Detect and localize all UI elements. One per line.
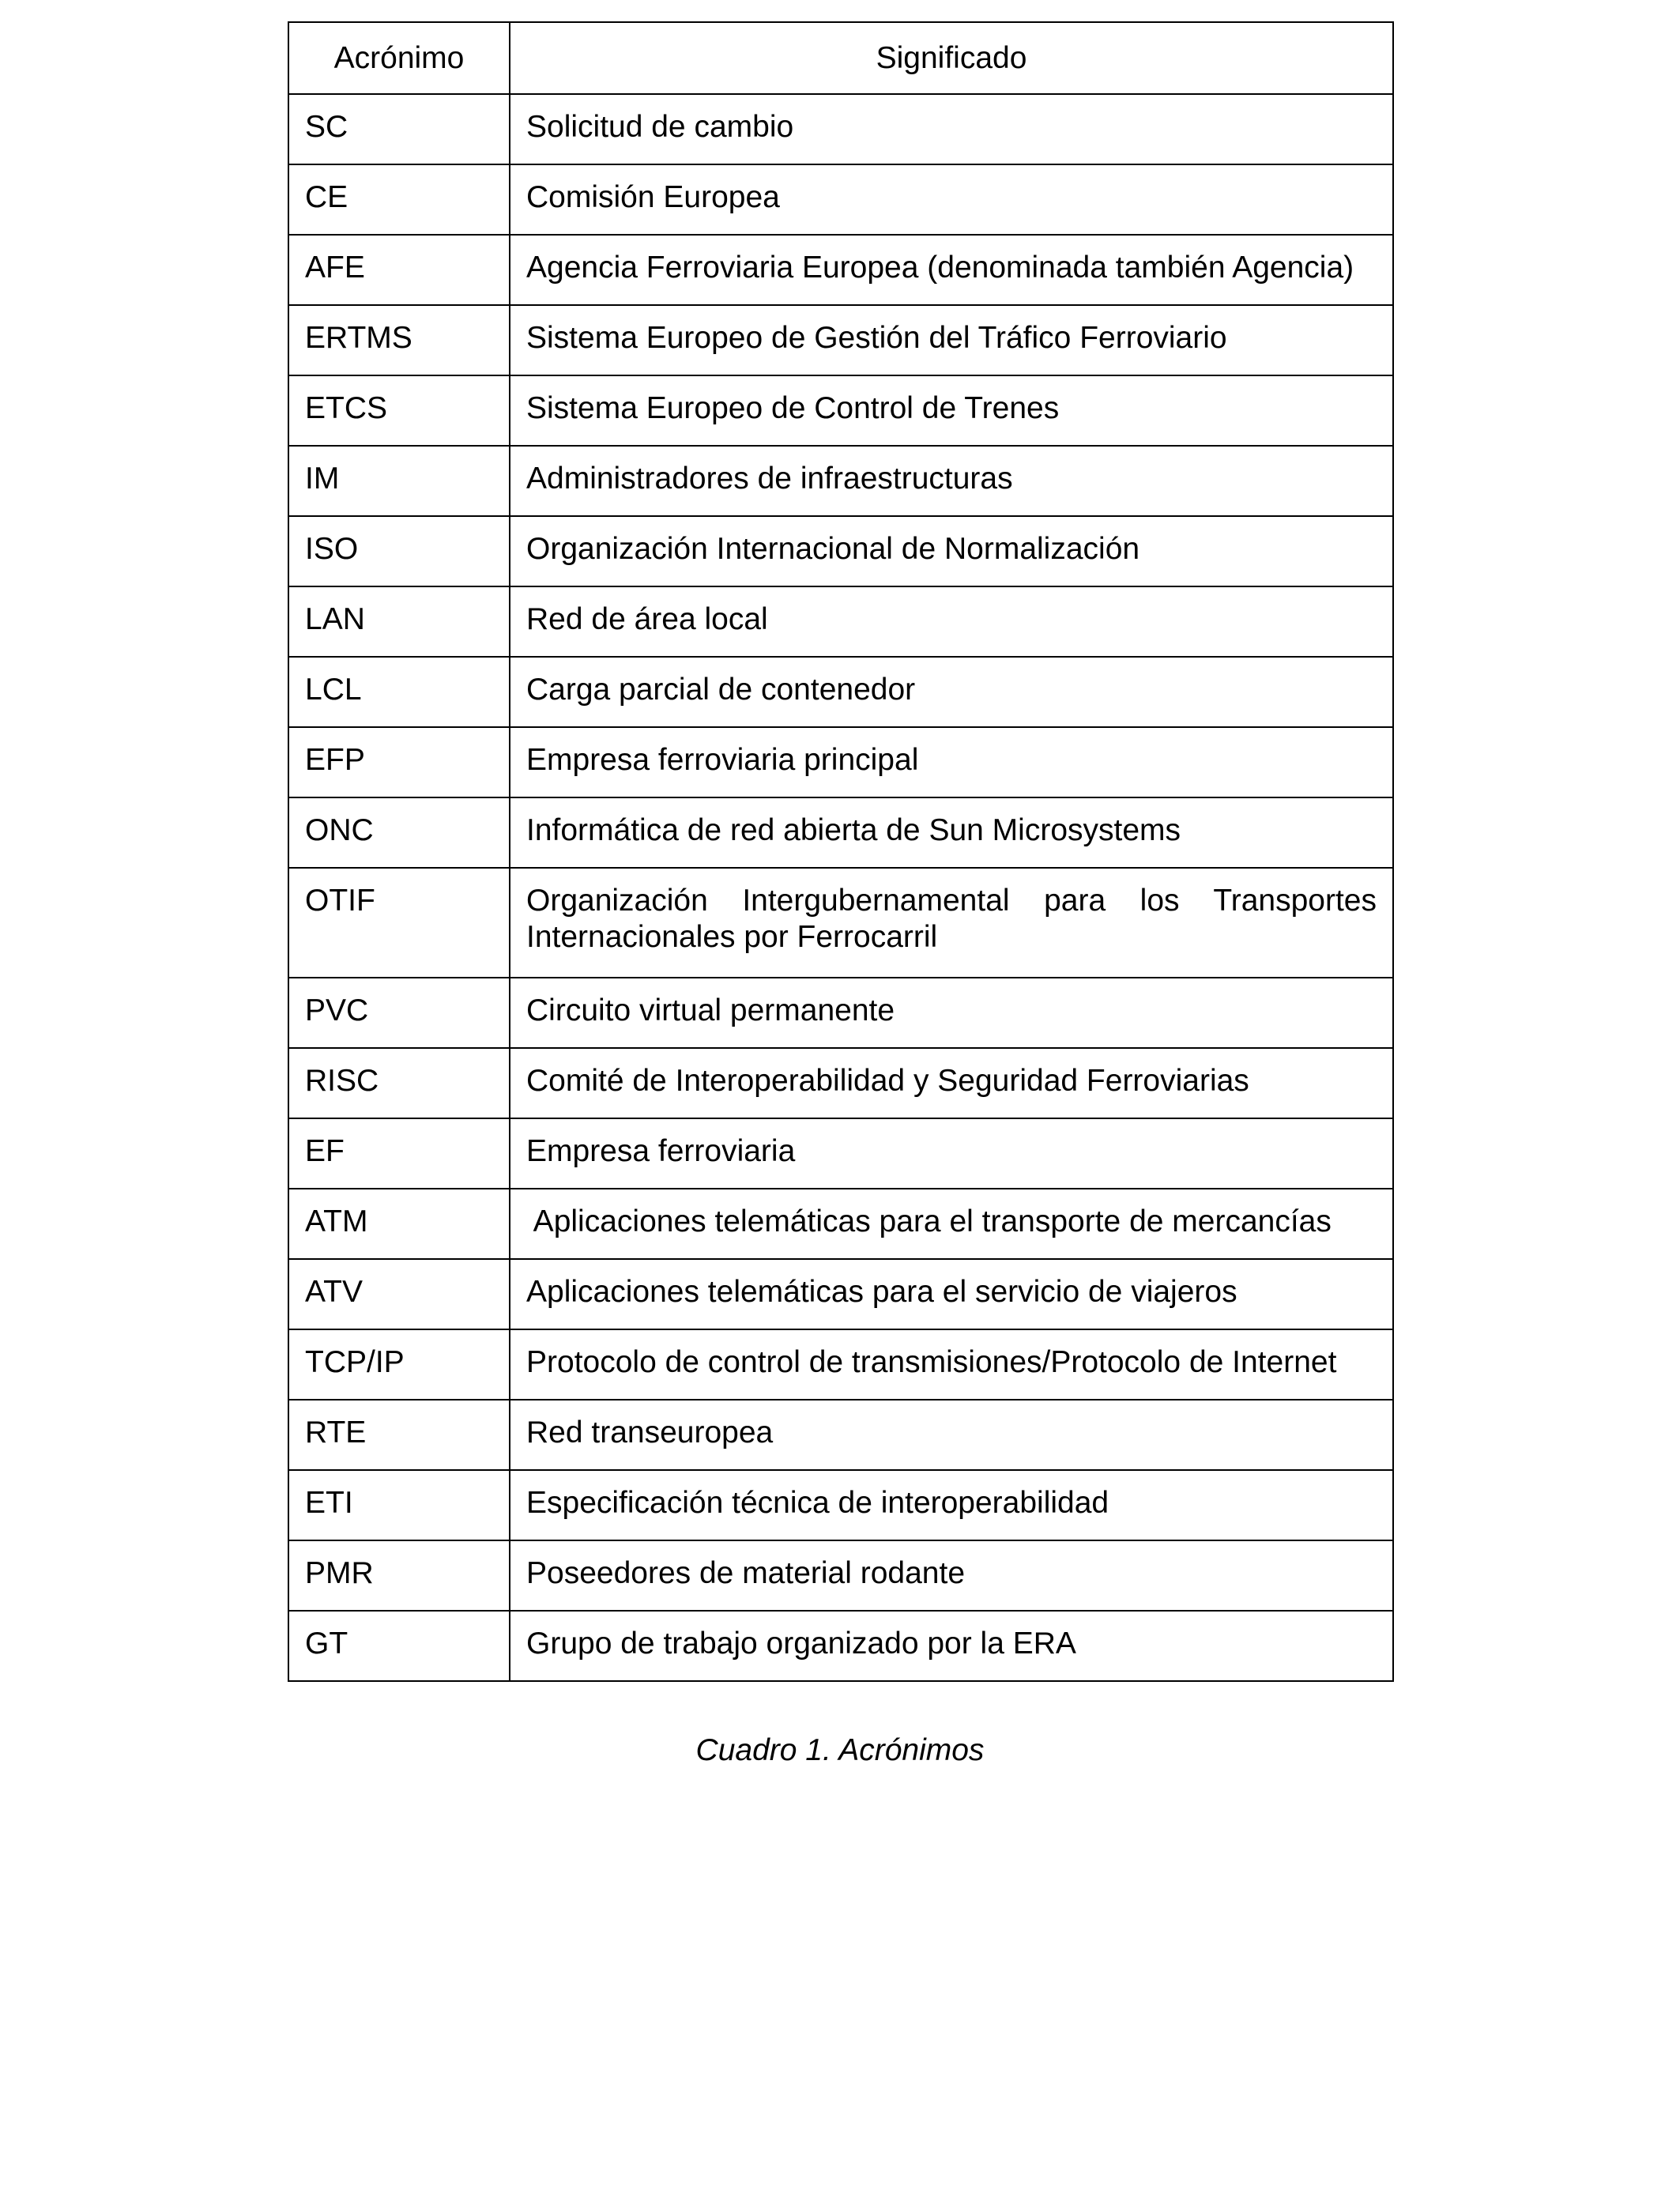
- meaning-cell: Sistema Europeo de Control de Trenes: [510, 375, 1393, 446]
- table-row: [288, 1540, 1393, 1611]
- table-row: [288, 868, 1393, 978]
- acronym-cell: EF: [288, 1118, 510, 1189]
- table-row: [288, 1118, 1393, 1189]
- meaning-cell: Especificación técnica de interoperabilidad: [510, 1470, 1393, 1540]
- acronym-cell: ATM: [288, 1189, 510, 1259]
- meaning-cell: Red transeuropea: [510, 1400, 1393, 1470]
- acronym-cell: LCL: [288, 657, 510, 727]
- table-caption: Cuadro 1. Acrónimos: [695, 1733, 985, 1767]
- table-row: [288, 1259, 1393, 1329]
- meaning-cell: Sistema Europeo de Gestión del Tráfico Ferroviario: [510, 305, 1393, 375]
- acronym-cell: ISO: [288, 516, 510, 586]
- header-acronym: Acrónimo: [288, 22, 510, 94]
- acronym-cell: ETI: [288, 1470, 510, 1540]
- table-row: [288, 375, 1393, 446]
- acronym-cell: LAN: [288, 586, 510, 657]
- meaning-cell: Organización Intergubernamental para los Transportes Internacionales por Ferrocarril: [510, 868, 1393, 978]
- meaning-cell: Comisión Europea: [510, 164, 1393, 235]
- table-body: [288, 94, 1393, 1681]
- acronym-cell: AFE: [288, 235, 510, 305]
- meaning-cell: Carga parcial de contenedor: [510, 657, 1393, 727]
- acronym-cell: ATV: [288, 1259, 510, 1329]
- acronym-cell: GT: [288, 1611, 510, 1681]
- acronym-cell: PMR: [288, 1540, 510, 1611]
- meaning-cell: Aplicaciones telemáticas para el servicio de viajeros: [510, 1259, 1393, 1329]
- table-row: [288, 1189, 1393, 1259]
- meaning-cell: Aplicaciones telemáticas para el transporte de mercancías: [510, 1189, 1393, 1259]
- meaning-cell: Solicitud de cambio: [510, 94, 1393, 164]
- header-meaning: Significado: [510, 22, 1393, 94]
- table-row: [288, 164, 1393, 235]
- table-row: [288, 1400, 1393, 1470]
- meaning-cell: Red de área local: [510, 586, 1393, 657]
- header-row: [288, 22, 1393, 94]
- meaning-cell: Circuito virtual permanente: [510, 978, 1393, 1048]
- table-row: [288, 94, 1393, 164]
- table-row: [288, 797, 1393, 868]
- meaning-cell: Agencia Ferroviaria Europea (denominada también Agencia): [510, 235, 1393, 305]
- table-row: [288, 1470, 1393, 1540]
- table-row: [288, 305, 1393, 375]
- acronym-cell: RISC: [288, 1048, 510, 1118]
- table-row: [288, 516, 1393, 586]
- meaning-cell: Empresa ferroviaria principal: [510, 727, 1393, 797]
- acronym-cell: ETCS: [288, 375, 510, 446]
- acronym-cell: PVC: [288, 978, 510, 1048]
- acronym-cell: IM: [288, 446, 510, 516]
- acronym-cell: TCP/IP: [288, 1329, 510, 1400]
- acronym-cell: CE: [288, 164, 510, 235]
- table-row: [288, 446, 1393, 516]
- table-row: [288, 1048, 1393, 1118]
- acronym-cell: SC: [288, 94, 510, 164]
- table-row: [288, 235, 1393, 305]
- acronym-cell: EFP: [288, 727, 510, 797]
- meaning-cell: Poseedores de material rodante: [510, 1540, 1393, 1611]
- meaning-cell: Protocolo de control de transmisiones/Protocolo de Internet: [510, 1329, 1393, 1400]
- acronym-cell: ERTMS: [288, 305, 510, 375]
- table-header: [288, 22, 1393, 94]
- meaning-cell: Grupo de trabajo organizado por la ERA: [510, 1611, 1393, 1681]
- table-row: [288, 727, 1393, 797]
- meaning-cell: Empresa ferroviaria: [510, 1118, 1393, 1189]
- table-row: [288, 1611, 1393, 1681]
- acronyms-table: [288, 21, 1394, 1682]
- acronym-cell: RTE: [288, 1400, 510, 1470]
- acronym-cell: OTIF: [288, 868, 510, 978]
- table-row: [288, 586, 1393, 657]
- table-row: [288, 1329, 1393, 1400]
- table-row: [288, 657, 1393, 727]
- meaning-cell: Informática de red abierta de Sun Microsystems: [510, 797, 1393, 868]
- meaning-cell: Comité de Interoperabilidad y Seguridad Ferroviarias: [510, 1048, 1393, 1118]
- meaning-cell: Organización Internacional de Normalización: [510, 516, 1393, 586]
- acronym-cell: ONC: [288, 797, 510, 868]
- meaning-cell: Administradores de infraestructuras: [510, 446, 1393, 516]
- table-row: [288, 978, 1393, 1048]
